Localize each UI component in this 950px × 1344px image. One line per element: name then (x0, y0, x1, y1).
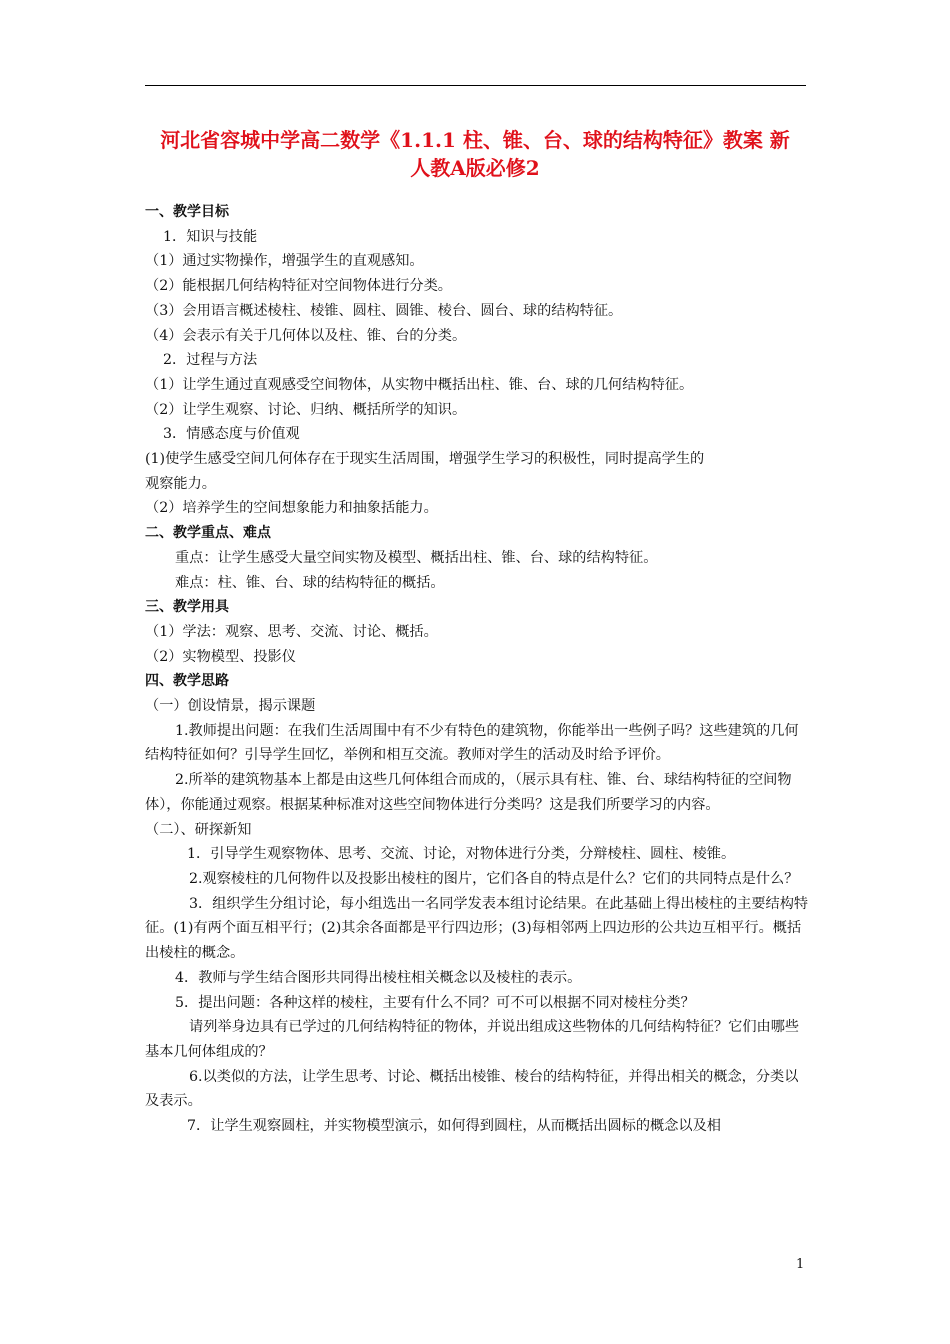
header-rule (145, 85, 806, 86)
paragraph: （1）让学生通过直观感受空间物体，从实物中概括出柱、锥、台、球的几何结构特征。 (145, 376, 694, 393)
document-body (145, 200, 810, 1139)
paragraph: （3）会用语言概述棱柱、棱锥、圆柱、圆锥、棱台、圆台、球的结构特征。 (145, 302, 623, 319)
paragraph: 2.观察棱柱的几何物件以及投影出棱柱的图片，它们各自的特点是什么？它们的共同特点是什么？ (189, 870, 799, 887)
page-number: 1 (796, 1257, 805, 1272)
paragraph: （2）培养学生的空间想象能力和抽象括能力。 (145, 500, 438, 517)
paragraph: （1）学法：观察、思考、交流、讨论、概括。 (145, 623, 438, 640)
paragraph: 6.以类似的方法，让学生思考、讨论、概括出棱锥、棱台的结构特征，并得出相关的概念，分类以及表示。 (145, 1068, 799, 1110)
paragraph: （4）会表示有关于几何体以及柱、锥、台的分类。 (145, 327, 467, 344)
section-heading-tools: 三、教学用具 (145, 599, 229, 616)
paragraph: 观察能力。 (145, 475, 216, 492)
section-heading-objectives: 一、教学目标 (145, 204, 229, 220)
paragraph: （2）实物模型、投影仪 (145, 648, 296, 665)
section-heading-approach: 四、教学思路 (145, 673, 229, 690)
paragraph: 3．组织学生分组讨论，每小组选出一名同学发表本组讨论结果。在此基础上得出棱柱的主要结构特征。(1)有两个面互相平行；(2)其余各面都是平行四边形；(3)每相邻两上四边形的公共边互相平行。概括出棱柱的概念。 (145, 895, 809, 962)
paragraph: (1)使学生感受空间几何体存在于现实生活周围，增强学生学习的积极性，同时提高学生的 (145, 451, 705, 468)
paragraph: 1.教师提出问题：在我们生活周围中有不少有特色的建筑物，你能举出一些例子吗？这些建筑的几何结构特征如何？引导学生回忆，举例和相互交流。教师对学生的活动及时给予评价。 (145, 722, 799, 764)
paragraph: 7．让学生观察圆柱，并实物模型演示，如何得到圆柱，从而概括出圆标的概念以及相 (187, 1118, 721, 1135)
subheading-part-2: （二）、研探新知 (145, 821, 252, 838)
title-line-1: 河北省容城中学高二数学《1.1.1 柱、锥、台、球的结构特征》教案 新 (160, 128, 790, 152)
document-title (120, 126, 830, 182)
paragraph: 5．提出问题：各种这样的棱柱，主要有什么不同？可不可以根据不同对棱柱分类？ (175, 994, 695, 1011)
title-line-2: 人教A版必修2 (410, 156, 540, 180)
paragraph: （2）让学生观察、讨论、归纳、概括所学的知识。 (145, 401, 467, 418)
paragraph-key-point: 重点：让学生感受大量空间实物及模型、概括出柱、锥、台、球的结构特征。 (175, 549, 658, 566)
paragraph-difficulty: 难点：柱、锥、台、球的结构特征的概括。 (175, 574, 445, 591)
subheading-part-1: （一）创设情景，揭示课题 (145, 698, 316, 715)
paragraph: 2.所举的建筑物基本上都是由这些几何体组合而成的，（展示具有柱、锥、台、球结构特征的空间物体），你能通过观察。根据某种标准对这些空间物体进行分类吗？这是我们所要学习的内容。 (145, 772, 792, 813)
subheading-attitude: 3．情感态度与价值观 (163, 426, 300, 443)
subheading-process: 2．过程与方法 (163, 352, 258, 369)
section-heading-keypoints: 二、教学重点、难点 (145, 525, 271, 542)
paragraph: （1）通过实物操作，增强学生的直观感知。 (145, 253, 424, 270)
paragraph: 请列举身边具有已学过的几何结构特征的物体，并说出组成这些物体的几何结构特征？它们由哪些基本几何体组成的？ (145, 1019, 800, 1060)
paragraph: （2）能根据几何结构特征对空间物体进行分类。 (145, 278, 452, 295)
subheading-knowledge: 1．知识与技能 (163, 228, 258, 245)
paragraph: 1．引导学生观察物体、思考、交流、讨论，对物体进行分类，分辩棱柱、圆柱、棱锥。 (187, 846, 736, 863)
paragraph: 4．教师与学生结合图形共同得出棱柱相关概念以及棱柱的表示。 (175, 969, 582, 986)
